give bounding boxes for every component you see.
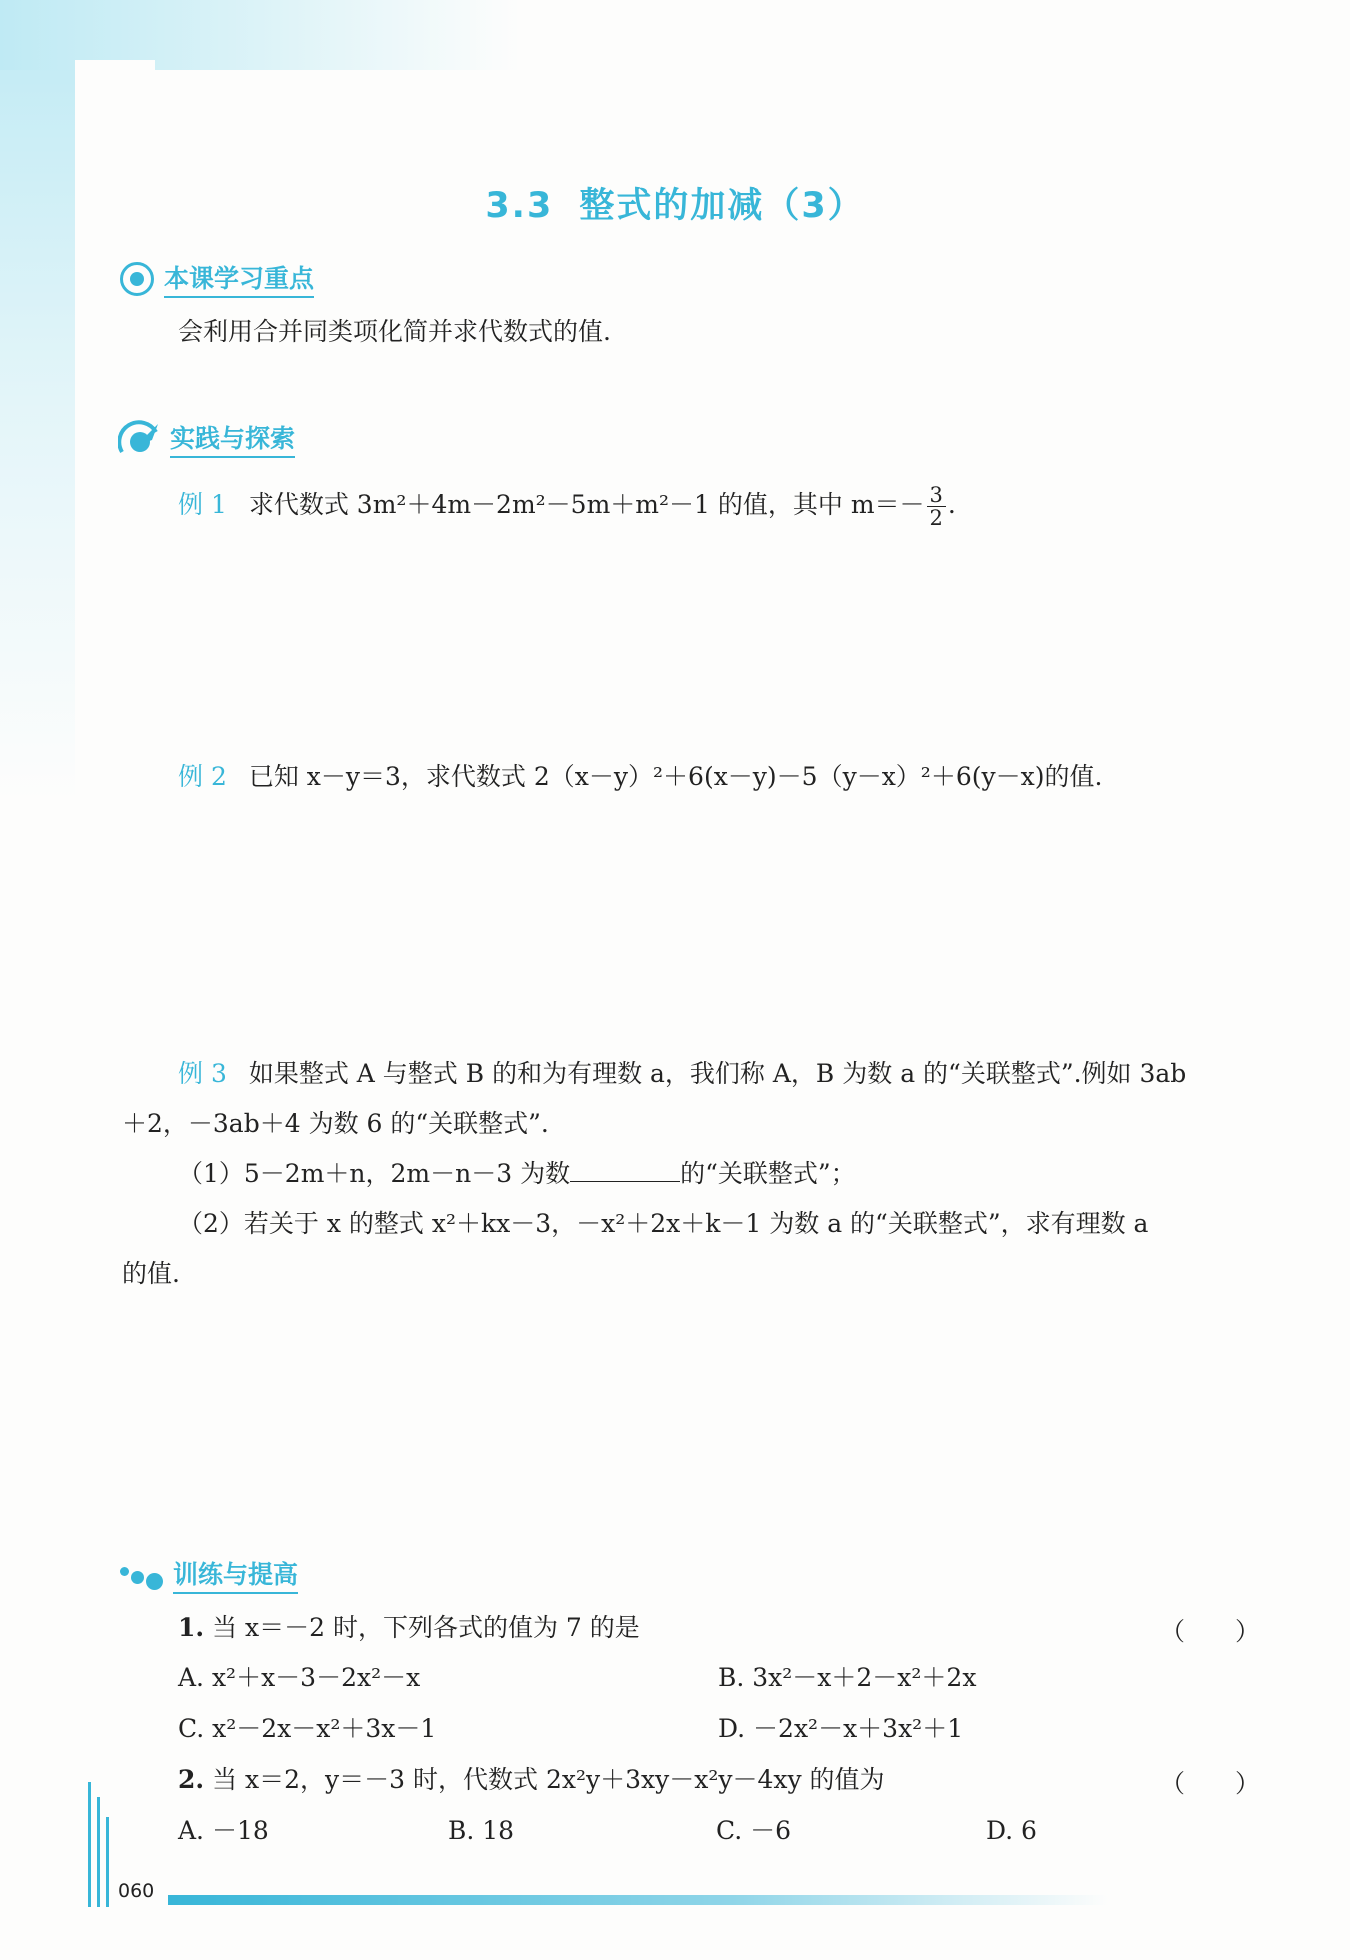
focus-heading-label: 本课学习重点 <box>164 259 314 298</box>
option-2a[interactable]: A. －18 <box>178 1816 269 1845</box>
example-1-end: . <box>947 490 956 520</box>
section-number: 3.3 <box>485 186 554 226</box>
example-3-line-2: ＋2，－3ab＋4 为数 6 的“关联整式”. <box>122 1109 549 1138</box>
question-2-answer-paren[interactable]: （ ） <box>1160 1769 1261 1798</box>
option-2b[interactable]: B. 18 <box>448 1816 515 1845</box>
question-1-answer-paren[interactable]: （ ） <box>1160 1617 1261 1646</box>
fraction <box>927 484 946 529</box>
section-title: 整式的加减（3） <box>579 186 865 226</box>
option-2c[interactable]: C. －6 <box>716 1816 792 1845</box>
practice-heading-label: 实践与探索 <box>170 419 295 458</box>
example-3-line-1 <box>178 1058 1186 1091</box>
example-3-question-2-end: 的值. <box>122 1259 180 1288</box>
option-2d[interactable]: D. 6 <box>986 1816 1037 1845</box>
training-heading-label: 训练与提高 <box>173 1555 298 1594</box>
focus-text: 会利用合并同类项化简并求代数式的值. <box>178 317 611 346</box>
footer-bars-decoration <box>88 1782 115 1907</box>
example-3-question-1 <box>178 1158 856 1191</box>
example-3-text: 如果整式 A 与整式 B 的和为有理数 a，我们称 A，B 为数 a 的“关联整式”.例如 3ab <box>248 1059 1187 1088</box>
question-1-stem <box>178 1612 640 1645</box>
question-1-number: 1. <box>178 1613 205 1642</box>
example-2-label: 例 2 <box>178 762 227 791</box>
question-1-text: 当 x＝－2 时，下列各式的值为 7 的是 <box>212 1613 640 1642</box>
launch-icon <box>118 418 162 458</box>
option-1c[interactable]: C. x²－2x－x²＋3x－1 <box>178 1714 437 1743</box>
question-2-text: 当 x＝2，y＝－3 时，代数式 2x²y＋3xy－x²y－4xy 的值为 <box>212 1765 885 1794</box>
answer-blank[interactable] <box>570 1159 680 1182</box>
option-1b[interactable]: B. 3x²－x＋2－x²＋2x <box>718 1663 977 1692</box>
fraction-denominator: 2 <box>929 506 943 531</box>
example-1-text: 求代数式 3m²＋4m－2m²－5m＋m²－1 的值，其中 m＝－ <box>248 490 925 520</box>
question-2-number: 2. <box>178 1765 205 1794</box>
dots-icon <box>120 1560 165 1590</box>
question-1-after: 的“关联整式”； <box>680 1159 856 1188</box>
page-title <box>0 178 1350 228</box>
target-icon <box>120 262 154 296</box>
question-2-stem <box>178 1764 885 1797</box>
option-1a[interactable]: A. x²＋x－3－2x²－x <box>178 1663 421 1692</box>
example-3-question-2: （2）若关于 x 的整式 x²＋kx－3，－x²＋2x＋k－1 为数 a 的“关联整式”，求有理数 a <box>178 1209 1149 1238</box>
practice-heading <box>118 418 295 458</box>
example-3-label: 例 3 <box>178 1059 227 1088</box>
example-1 <box>178 484 956 529</box>
question-1-before: （1）5－2m＋n，2m－n－3 为数 <box>178 1159 571 1188</box>
example-2 <box>178 761 1102 794</box>
example-1-label: 例 1 <box>178 490 227 520</box>
focus-heading <box>120 259 314 298</box>
footer-line <box>168 1895 1108 1905</box>
option-1d[interactable]: D. －2x²－x＋3x²＋1 <box>718 1714 964 1743</box>
training-heading <box>120 1555 298 1594</box>
page-number: 060 <box>118 1880 155 1902</box>
example-2-text: 已知 x－y＝3，求代数式 2（x－y）²＋6(x－y)－5（y－x）²＋6(y－x)的值. <box>248 762 1103 791</box>
fraction-numerator: 3 <box>927 484 946 507</box>
